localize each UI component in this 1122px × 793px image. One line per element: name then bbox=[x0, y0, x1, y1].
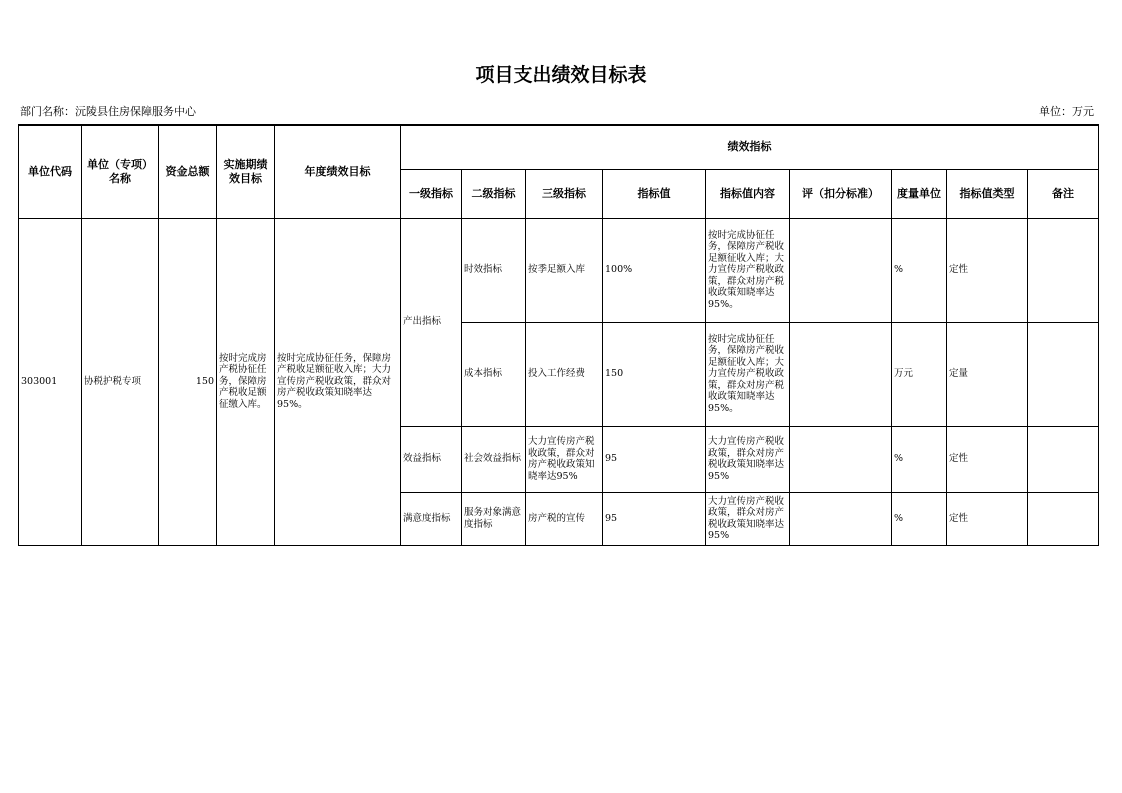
level1-cell: 效益指标 bbox=[401, 426, 462, 492]
scoring-cell bbox=[790, 492, 892, 545]
value-type-cell: 定性 bbox=[947, 218, 1028, 322]
remark-cell bbox=[1028, 492, 1099, 545]
department-name: 部门名称：沅陵县住房保障服务中心 bbox=[20, 105, 196, 118]
value-cell: 100% bbox=[603, 218, 706, 322]
level1-cell: 满意度指标 bbox=[401, 492, 462, 545]
level2-cell: 服务对象满意度指标 bbox=[462, 492, 526, 545]
value-cell: 150 bbox=[603, 322, 706, 426]
performance-target-table bbox=[18, 124, 1099, 546]
header-fund-total: 资金总额 bbox=[159, 125, 217, 218]
header-level1: 一级指标 bbox=[401, 169, 462, 218]
value-content-cell: 按时完成协征任务，保障房产税收足额征收入库；大力宣传房产税收政策，群众对房产税收政策知晓率达95%。 bbox=[706, 218, 790, 322]
level3-cell: 房产税的宣传 bbox=[526, 492, 603, 545]
header-unit-code: 单位代码 bbox=[19, 125, 82, 218]
measure-unit-cell: % bbox=[892, 218, 947, 322]
measure-unit-cell: % bbox=[892, 492, 947, 545]
header-unit-name: 单位（专项）名称 bbox=[82, 125, 159, 218]
value-type-cell: 定性 bbox=[947, 492, 1028, 545]
level1-cell: 产出指标 bbox=[401, 218, 462, 426]
fund-total-cell: 150 bbox=[159, 218, 217, 545]
level2-cell: 社会效益指标 bbox=[462, 426, 526, 492]
header-value-type: 指标值类型 bbox=[947, 169, 1028, 218]
measure-unit-cell: 万元 bbox=[892, 322, 947, 426]
scoring-cell bbox=[790, 322, 892, 426]
header-level2: 二级指标 bbox=[462, 169, 526, 218]
remark-cell bbox=[1028, 426, 1099, 492]
header-level3: 三级指标 bbox=[526, 169, 603, 218]
level2-cell: 时效指标 bbox=[462, 218, 526, 322]
header-scoring: 评（扣分标准） bbox=[790, 169, 892, 218]
level3-cell: 按季足额入库 bbox=[526, 218, 603, 322]
level2-cell: 成本指标 bbox=[462, 322, 526, 426]
header-year-goal: 年度绩效目标 bbox=[275, 125, 401, 218]
remark-cell bbox=[1028, 218, 1099, 322]
value-cell: 95 bbox=[603, 426, 706, 492]
unit-name-cell: 协税护税专项 bbox=[82, 218, 159, 545]
header-value: 指标值 bbox=[603, 169, 706, 218]
scoring-cell bbox=[790, 218, 892, 322]
level3-cell: 投入工作经费 bbox=[526, 322, 603, 426]
value-type-cell: 定量 bbox=[947, 322, 1028, 426]
unit-code-cell: 303001 bbox=[19, 218, 82, 545]
value-type-cell: 定性 bbox=[947, 426, 1028, 492]
page-title: 项目支出绩效目标表 bbox=[475, 64, 647, 86]
scoring-cell bbox=[790, 426, 892, 492]
value-content-cell: 按时完成协征任务，保障房产税收足额征收入库；大力宣传房产税收政策，群众对房产税收政策知晓率达95%。 bbox=[706, 322, 790, 426]
currency-unit: 单位：万元 bbox=[1039, 105, 1094, 118]
value-content-cell: 大力宣传房产税收政策，群众对房产税收政策知晓率达95% bbox=[706, 426, 790, 492]
value-content-cell: 大力宣传房产税收政策，群众对房产税收政策知晓率达95% bbox=[706, 492, 790, 545]
value-cell: 95 bbox=[603, 492, 706, 545]
header-value-content: 指标值内容 bbox=[706, 169, 790, 218]
level3-cell: 大力宣传房产税收政策，群众对房产税收政策知晓率达95% bbox=[526, 426, 603, 492]
header-impl-goal: 实施期绩效目标 bbox=[217, 125, 275, 218]
table-row bbox=[19, 218, 1099, 322]
remark-cell bbox=[1028, 322, 1099, 426]
header-performance-indicators: 绩效指标 bbox=[401, 125, 1099, 169]
header-measure-unit: 度量单位 bbox=[892, 169, 947, 218]
year-goal-cell: 按时完成协征任务，保障房产税收足额征收入库；大力宣传房产税收政策，群众对房产税收政策知晓率达95%。 bbox=[275, 218, 401, 545]
measure-unit-cell: % bbox=[892, 426, 947, 492]
header-remark: 备注 bbox=[1028, 169, 1099, 218]
impl-goal-cell: 按时完成房产税协征任务，保障房产税收足额征缴入库。 bbox=[217, 218, 275, 545]
